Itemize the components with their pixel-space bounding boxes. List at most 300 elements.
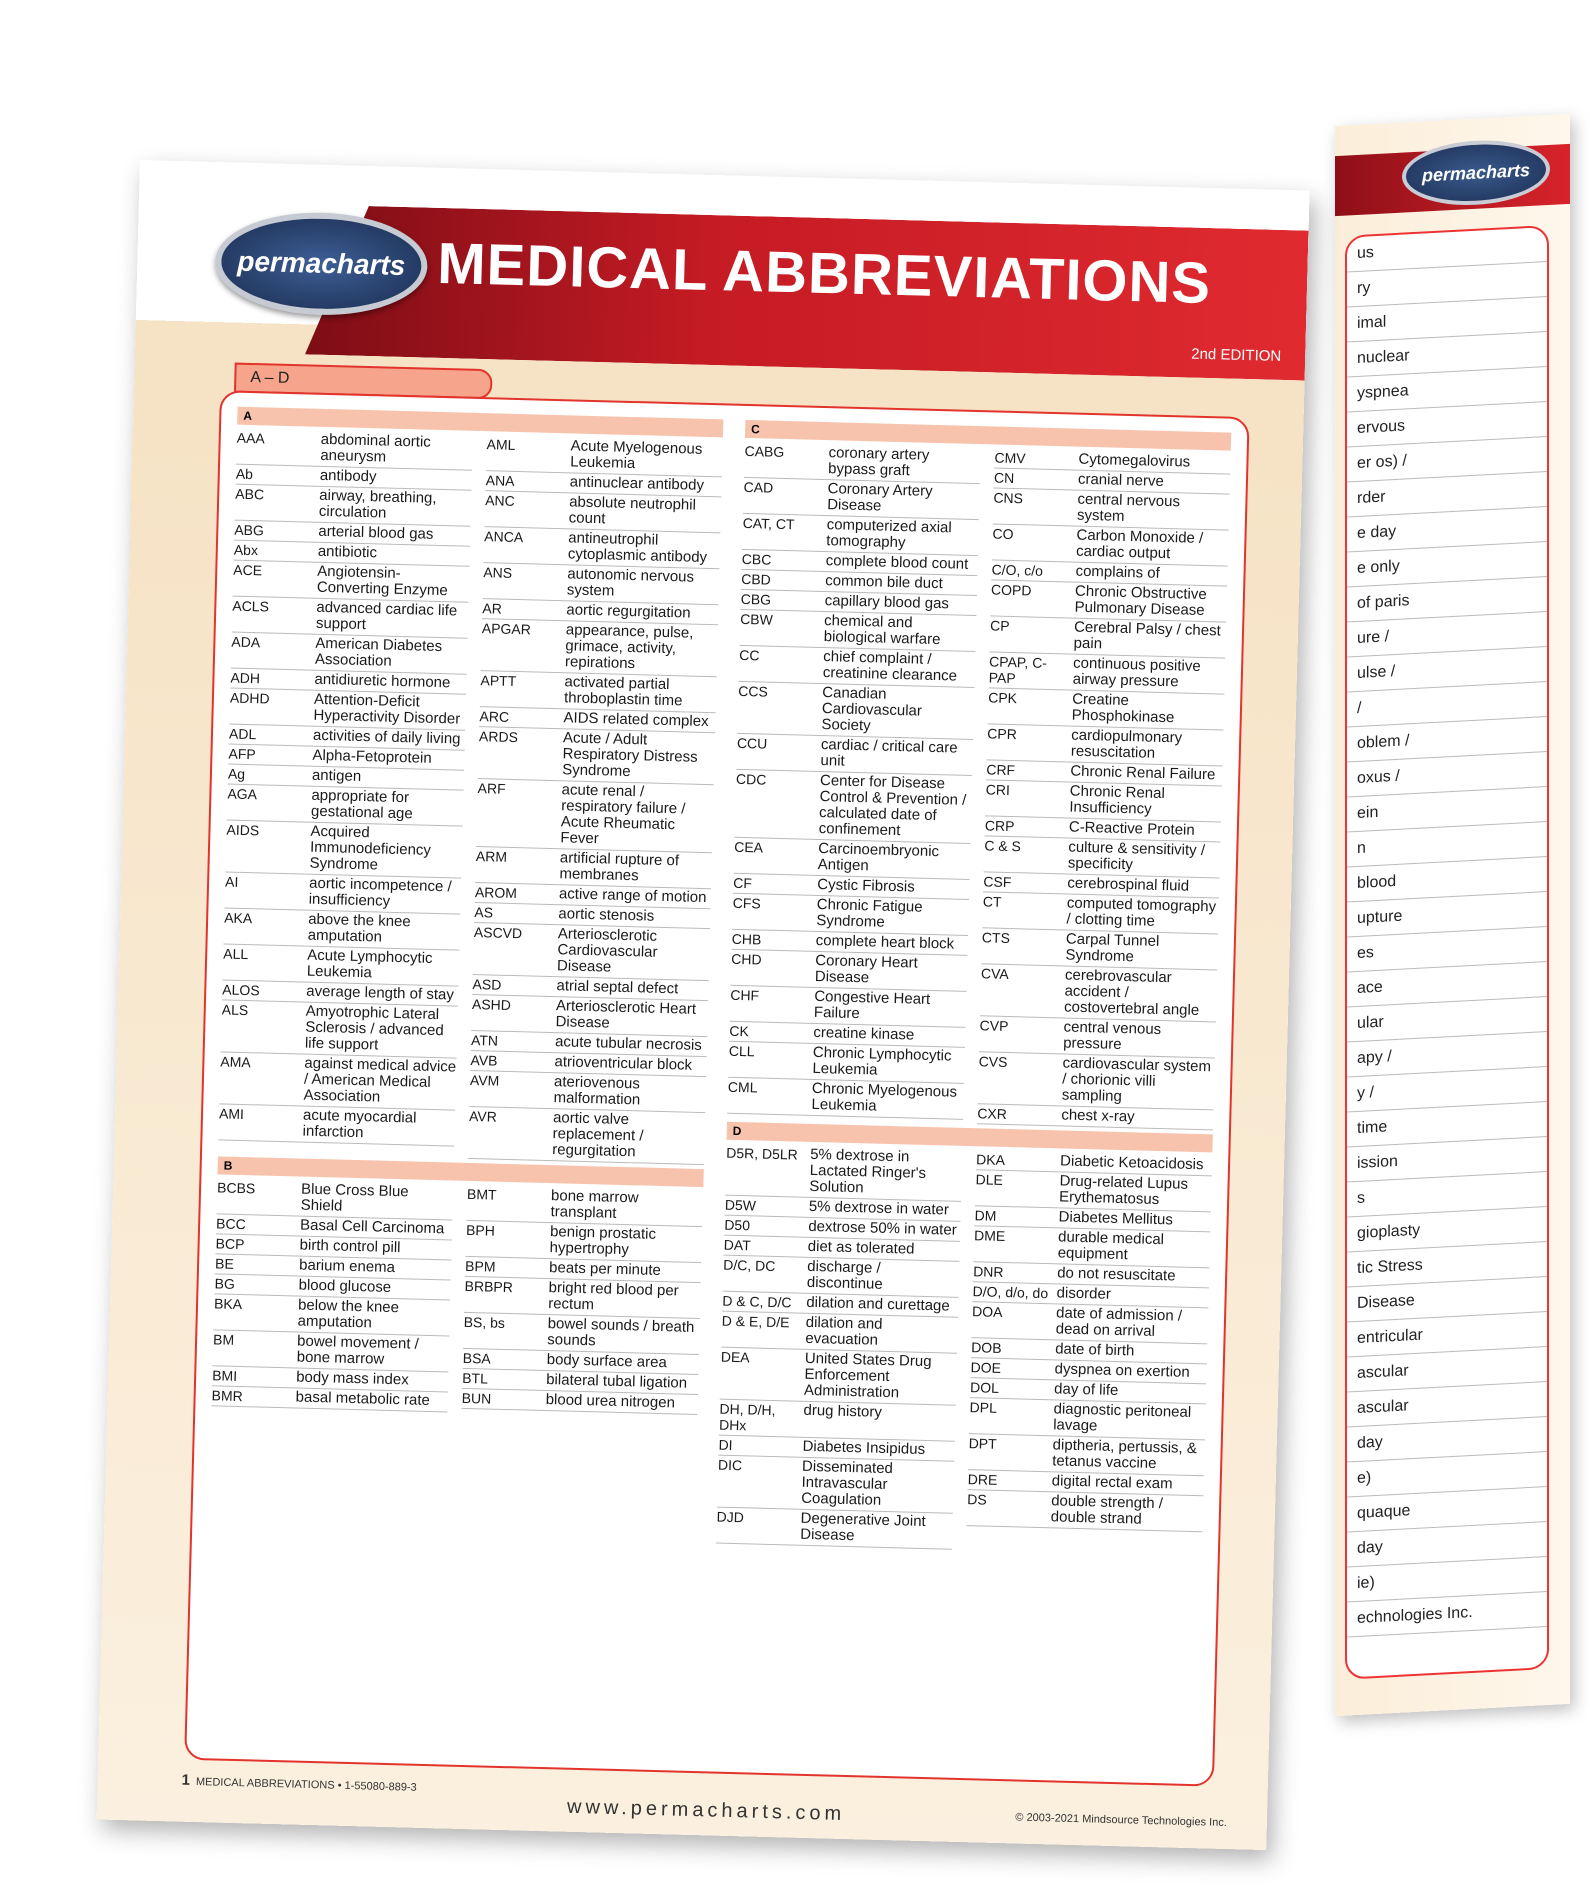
definition: AIDS related complex — [563, 709, 709, 731]
back-page-fragment: imal — [1347, 297, 1547, 342]
back-page-fragment: ie) — [1347, 1557, 1547, 1602]
definition: Acquired Immunodeficiency Syndrome — [309, 822, 432, 874]
abbreviation-row — [466, 1185, 703, 1227]
abbreviation-row — [737, 682, 974, 740]
definition: Cerebral Palsy / chest pain — [1073, 618, 1221, 653]
abbreviation-row — [218, 1104, 455, 1146]
definition: absolute neutrophil count — [568, 493, 697, 528]
definition: central venous pressure — [1062, 1018, 1162, 1053]
abbreviation: AVM — [469, 1071, 500, 1089]
page-title: MEDICAL ABBREVIATIONS — [436, 230, 1212, 317]
definition: day of life — [1053, 1380, 1119, 1400]
definition: Cystic Fibrosis — [817, 875, 915, 896]
abbreviation: AS — [474, 904, 494, 921]
section-b — [211, 1156, 703, 1419]
definition: Attention-Deficit Hyperactivity Disorder — [313, 690, 461, 728]
abbreviation: Ab — [235, 465, 254, 483]
abbreviation: ALS — [221, 1001, 249, 1019]
definition: activated partial throboplastin time — [563, 673, 683, 710]
section-columns — [716, 1144, 1212, 1557]
abbreviation: BTL — [462, 1369, 489, 1387]
definition: Center for Disease Control & Prevention / calculated date of confinement — [818, 772, 967, 840]
abbreviation-row — [717, 1456, 954, 1514]
section-heading: A — [237, 407, 723, 438]
abbreviation-row — [742, 514, 979, 556]
definition: Carcinoembryonic Antigen — [817, 839, 940, 875]
back-page-fragment: rder — [1347, 472, 1547, 517]
back-panel — [1345, 225, 1549, 1680]
section-d — [716, 1122, 1213, 1557]
abbreviation-row — [716, 1508, 953, 1550]
back-page-fragment: gioplasty — [1347, 1207, 1547, 1252]
abbreviation-row — [473, 923, 710, 981]
back-page-fragment: ure / — [1347, 612, 1547, 657]
abbreviation: BS, bs — [463, 1313, 506, 1331]
definition: aortic stenosis — [558, 905, 655, 925]
abbreviation: BMR — [211, 1387, 244, 1405]
content-panel — [184, 390, 1250, 1786]
definition: capillary blood gas — [824, 592, 950, 613]
abbreviation-row — [975, 1170, 1212, 1212]
abbreviation-row — [988, 688, 1225, 730]
abbreviation-column — [966, 1150, 1212, 1556]
footer-product: MEDICAL ABBREVIATIONS • 1-55080-889-3 — [195, 1776, 417, 1794]
abbreviation: DM — [974, 1207, 997, 1224]
definition: Arteriosclerotic Cardiovascular Disease — [556, 925, 658, 976]
definition: computerized axial tomography — [826, 516, 952, 552]
definition: benign prostatic hypertrophy — [549, 1223, 657, 1259]
abbreviation: CEA — [734, 838, 764, 856]
abbreviation: BPM — [464, 1257, 496, 1275]
definition: bright red blood per rectum — [547, 1279, 679, 1314]
abbreviation-row — [721, 1312, 958, 1354]
abbreviation: BCBS — [216, 1179, 256, 1197]
abbreviation-row — [982, 892, 1219, 934]
definition: durable medical equipment — [1057, 1228, 1165, 1264]
abbreviation-row — [730, 986, 967, 1028]
definition: chief complaint / creatinine clearance — [822, 648, 958, 685]
definition: continuous positive airway pressure — [1072, 654, 1201, 691]
abbreviation-column — [211, 1178, 453, 1412]
definition: Creatine Phosphokinase — [1071, 690, 1175, 727]
abbreviation: CXR — [977, 1105, 1008, 1123]
definition: date of birth — [1054, 1340, 1135, 1360]
abbreviation: CFS — [732, 894, 761, 912]
abbreviation-row — [973, 1226, 1210, 1268]
abbreviation: ATN — [470, 1031, 499, 1049]
back-page-fragment: us — [1347, 227, 1547, 272]
range-tab: A – D — [234, 363, 493, 400]
abbreviation: BSA — [462, 1349, 491, 1367]
back-page-fragment: er os) / — [1347, 437, 1547, 482]
abbreviation: ASD — [472, 975, 502, 993]
abbreviation: DPL — [969, 1399, 998, 1416]
abbreviation: Abx — [233, 541, 259, 559]
abbreviation: D50 — [724, 1216, 751, 1234]
definition: bowel sounds / breath sounds — [547, 1315, 695, 1350]
definition: dilation and curettage — [806, 1293, 950, 1315]
definition: advanced cardiac life support — [315, 598, 458, 634]
definition: complete blood count — [825, 552, 969, 573]
abbreviation: AGA — [227, 785, 258, 803]
definition: Chronic Myelogenous Leukemia — [811, 1079, 958, 1115]
abbreviation: AR — [482, 600, 503, 617]
definition: cranial nerve — [1077, 470, 1165, 490]
abbreviation: AFP — [228, 745, 256, 763]
abbreviation-row — [736, 734, 973, 776]
definition: Coronary Heart Disease — [814, 951, 919, 987]
definition: United States Drug Enforcement Administration — [803, 1349, 932, 1402]
abbreviation: CP — [989, 617, 1010, 634]
abbreviation: CO — [992, 525, 1014, 542]
abbreviation-row — [725, 1144, 962, 1202]
definition: against medical advice / American Medical Association — [303, 1054, 457, 1106]
section-a — [218, 407, 723, 1165]
definition: Angiotensin-Converting Enzyme — [316, 562, 448, 600]
abbreviation-row — [732, 894, 969, 936]
back-page-fragment: oxus / — [1347, 752, 1547, 797]
definition: bone marrow transplant — [550, 1187, 639, 1222]
abbreviation: ARC — [479, 708, 510, 725]
abbreviation: CTS — [981, 929, 1011, 947]
abbreviation-column — [977, 448, 1231, 1130]
definition: chemical and biological warfare — [823, 612, 941, 649]
abbreviation: CCS — [738, 682, 769, 700]
definition: double strength / double strand — [1050, 1492, 1164, 1528]
permacharts-logo: permacharts — [214, 210, 429, 318]
abbreviation-row — [980, 964, 1217, 1022]
abbreviation: CPK — [988, 689, 1018, 707]
definition: Drug-related Lupus Erythematosus — [1058, 1172, 1189, 1209]
abbreviation-row — [471, 995, 708, 1037]
back-page-fragment: ission — [1347, 1137, 1547, 1182]
abbreviation-row — [468, 1107, 705, 1165]
abbreviation: ANC — [485, 492, 515, 509]
abbreviation-row — [978, 1052, 1215, 1110]
definition: date of admission / dead on arrival — [1055, 1304, 1183, 1340]
abbreviation: DLE — [975, 1171, 1004, 1188]
abbreviation: CDC — [735, 770, 767, 788]
abbreviation-column — [218, 429, 473, 1159]
abbreviation-row — [984, 836, 1221, 878]
definition: Canadian Cardiovascular Society — [821, 684, 923, 735]
back-page-fragment: upture — [1347, 892, 1547, 937]
definition: appearance, pulse, grimace, activity, repirations — [564, 621, 694, 673]
abbreviation: APTT — [480, 672, 517, 690]
abbreviation: ARM — [475, 848, 508, 865]
back-page-fragment: tic Stress — [1347, 1242, 1547, 1287]
definition: complains of — [1075, 562, 1160, 582]
abbreviation: ARDS — [478, 728, 519, 746]
abbreviation: ADH — [230, 669, 261, 687]
back-page-fragment: / — [1347, 682, 1547, 727]
abbreviation: CPAP, C-PAP — [988, 653, 1048, 687]
definition: coronary artery bypass graft — [827, 444, 930, 480]
abbreviation: CF — [733, 874, 753, 892]
definition: airway, breathing, circulation — [318, 486, 437, 522]
abbreviation: AMI — [218, 1105, 245, 1123]
definition: common bile duct — [825, 572, 943, 593]
abbreviation: CSF — [983, 873, 1012, 891]
abbreviation-row — [463, 1313, 700, 1355]
section-heading: C — [745, 420, 1231, 451]
definition: Basal Cell Carcinoma — [299, 1216, 445, 1238]
abbreviation-row — [485, 491, 722, 533]
definition: Amyotrophic Lateral Sclerosis / advanced life support — [304, 1002, 444, 1054]
abbreviation: DRE — [967, 1471, 998, 1488]
abbreviation: DH, D/H, DHx — [718, 1400, 776, 1434]
abbreviation-row — [985, 780, 1222, 822]
abbreviation: CLL — [728, 1042, 755, 1060]
abbreviation: AAA — [236, 429, 265, 447]
definition: Acute / Adult Respiratory Distress Syndrome — [561, 729, 698, 781]
website-url: www.permacharts.com — [566, 1795, 846, 1826]
abbreviation: BKA — [213, 1295, 243, 1313]
definition: barium enema — [298, 1256, 396, 1277]
abbreviation: CAD — [743, 478, 774, 496]
definition: diet as tolerated — [807, 1237, 915, 1258]
back-page-fragment: of paris — [1347, 577, 1547, 622]
abbreviation: CABG — [744, 442, 785, 460]
abbreviation: BE — [214, 1255, 235, 1272]
abbreviation: CVP — [979, 1017, 1009, 1035]
abbreviation: BMT — [466, 1185, 497, 1203]
abbreviation-row — [728, 1042, 965, 1084]
definition: appropriate for gestational age — [310, 786, 413, 823]
definition: abdominal aortic aneurysm — [320, 430, 431, 466]
definition: complete heart block — [815, 931, 955, 953]
definition: 5% dextrose in water — [808, 1197, 950, 1219]
abbreviation-row — [219, 1052, 456, 1110]
back-page-fragment: day — [1347, 1417, 1547, 1462]
abbreviation: ADL — [228, 725, 257, 743]
definition: body mass index — [295, 1368, 409, 1389]
abbreviation: AIDS — [226, 821, 260, 839]
definition: antigen — [311, 766, 362, 785]
definition: atrioventricular block — [554, 1053, 693, 1074]
abbreviation-row — [969, 1398, 1206, 1440]
abbreviation-row — [739, 646, 976, 688]
section-columns — [727, 442, 1231, 1130]
abbreviation-row — [224, 872, 461, 914]
abbreviation: DKA — [975, 1151, 1006, 1168]
abbreviation-row — [743, 478, 980, 520]
abbreviation-row — [478, 727, 715, 785]
abbreviation-row — [979, 1016, 1216, 1058]
abbreviation: DIC — [717, 1456, 743, 1474]
abbreviation: D & E, D/E — [721, 1312, 790, 1331]
abbreviation: Ag — [227, 765, 246, 782]
back-page-fragment: apy / — [1347, 1032, 1547, 1077]
abbreviation: AKA — [223, 909, 253, 927]
abbreviation: BG — [214, 1275, 236, 1292]
definition: below the knee amputation — [297, 1296, 400, 1332]
abbreviation: CHD — [731, 950, 762, 968]
edition-label: 2nd EDITION — [1191, 345, 1282, 365]
back-page-fragment: y / — [1347, 1067, 1547, 1112]
abbreviation-row — [971, 1302, 1208, 1344]
abbreviation: ACLS — [232, 597, 270, 615]
abbreviation: ASHD — [471, 995, 512, 1013]
abbreviation: BM — [212, 1331, 235, 1348]
back-page — [1335, 114, 1570, 1716]
abbreviation: D/C, DC — [723, 1256, 776, 1275]
definition: Arteriosclerotic Heart Disease — [555, 997, 697, 1032]
definition: American Diabetes Association — [314, 634, 443, 670]
abbreviation: ALL — [223, 945, 249, 963]
definition: Alpha-Fetoprotein — [312, 746, 432, 767]
definition: cardiovascular system / chorionic villi sampling — [1061, 1054, 1212, 1106]
back-page-fragment: ervous — [1347, 402, 1547, 447]
definition: Carbon Monoxide / cardiac output — [1075, 526, 1204, 563]
abbreviation-row — [981, 928, 1218, 970]
abbreviation: BCP — [215, 1235, 245, 1253]
abbreviation-row — [464, 1277, 701, 1319]
abbreviation: DS — [967, 1491, 987, 1508]
abbreviation-column — [461, 1185, 703, 1419]
abbreviation: CBG — [740, 590, 772, 608]
abbreviation-row — [469, 1071, 706, 1113]
definition: Chronic Fatigue Syndrome — [816, 895, 923, 931]
abbreviation: AVR — [468, 1107, 498, 1125]
definition: acute renal / respiratory failure / Acute Rheumatic Fever — [560, 781, 686, 848]
back-page-fragment: nuclear — [1347, 332, 1547, 377]
section-heading: D — [727, 1122, 1213, 1153]
definition: Chronic Renal Failure — [1070, 762, 1216, 784]
abbreviation-row — [480, 671, 717, 713]
definition: Acute Lymphocytic Leukemia — [306, 946, 433, 982]
definition: Disseminated Intravascular Coagulation — [800, 1457, 894, 1509]
definition: arterial blood gas — [318, 522, 434, 543]
back-page-fragment: ular — [1347, 997, 1547, 1042]
abbreviation: ANS — [483, 564, 513, 581]
abbreviation-row — [990, 580, 1227, 622]
definition: birth control pill — [299, 1236, 401, 1257]
abbreviation: D5W — [724, 1196, 757, 1214]
abbreviation: ADA — [231, 633, 261, 651]
definition: Carpal Tunnel Syndrome — [1065, 930, 1160, 966]
definition: acute tubular necrosis — [554, 1033, 702, 1055]
definition: aortic valve replacement / regurgitation — [552, 1109, 644, 1161]
definition: Degenerative Joint Disease — [800, 1509, 926, 1545]
definition: above the knee amputation — [307, 910, 411, 946]
abbreviation: CBW — [739, 610, 774, 628]
definition: Diabetic Ketoacidosis — [1059, 1152, 1204, 1174]
abbreviation-row — [225, 820, 462, 878]
abbreviation-row — [227, 785, 464, 827]
definition: activities of daily living — [312, 726, 461, 748]
section-c — [727, 420, 1231, 1130]
abbreviation: DEA — [720, 1348, 750, 1366]
definition: Diabetes Insipidus — [802, 1437, 926, 1458]
definition: creatine kinase — [813, 1023, 915, 1044]
abbreviation: DME — [973, 1227, 1006, 1245]
abbreviation: CCU — [736, 734, 768, 752]
definition: bilateral tubal ligation — [545, 1371, 688, 1392]
abbreviation-row — [967, 1490, 1204, 1532]
abbreviation: D/O, d/o, do — [972, 1283, 1049, 1302]
definition: do not resuscitate — [1056, 1264, 1176, 1285]
definition: 5% dextrose in Lactated Ringer's Solution — [809, 1145, 927, 1197]
abbreviation: ABC — [235, 485, 265, 503]
back-page-fragment: day — [1347, 1522, 1547, 1567]
abbreviation: DOL — [969, 1379, 1000, 1396]
abbreviation: D5R, D5LR — [726, 1144, 798, 1163]
abbreviation: ACE — [233, 561, 263, 579]
definition: Chronic Lymphocytic Leukemia — [812, 1043, 952, 1079]
abbreviation-row — [993, 488, 1230, 530]
left-half — [202, 403, 723, 1761]
abbreviation-column — [727, 442, 981, 1124]
abbreviation: CBC — [741, 550, 772, 568]
definition: diptheria, pertussis, & tetanus vaccine — [1052, 1436, 1198, 1473]
back-page-fragment: ulse / — [1347, 647, 1547, 692]
abbreviation: BCC — [215, 1215, 246, 1233]
abbreviation-row — [486, 435, 723, 477]
definition: Chronic Renal Insufficiency — [1069, 782, 1166, 818]
section-columns — [211, 1178, 703, 1419]
back-page-fragment: es — [1347, 927, 1547, 972]
abbreviation: CT — [982, 893, 1002, 910]
abbreviation: ARF — [477, 780, 506, 797]
abbreviation: CHB — [731, 930, 762, 948]
definition: digital rectal exam — [1051, 1472, 1173, 1493]
abbreviation-row — [723, 1256, 960, 1298]
definition: antibody — [319, 466, 377, 486]
abbreviation-row — [731, 950, 968, 992]
back-page-fragment: ry — [1347, 262, 1547, 307]
abbreviation: ALOS — [222, 981, 260, 999]
abbreviation: BPH — [465, 1221, 496, 1239]
abbreviation-row — [968, 1434, 1205, 1476]
section-heading: B — [217, 1156, 703, 1187]
abbreviation: CNS — [993, 489, 1024, 507]
abbreviation-row — [484, 527, 721, 569]
back-page-fragment: Disease — [1347, 1277, 1547, 1322]
definition: cerebrovascular accident / costovertebral angle — [1063, 966, 1200, 1020]
definition: bowel movement / bone marrow — [296, 1332, 420, 1368]
definition: Congestive Heart Failure — [813, 987, 931, 1023]
back-page-fragment: n — [1347, 822, 1547, 867]
abbreviation-row — [229, 689, 466, 731]
definition: Blue Cross Blue Shield — [300, 1180, 409, 1215]
abbreviation-row — [233, 561, 470, 603]
back-page-fragment: time — [1347, 1102, 1547, 1147]
abbreviation: APGAR — [481, 620, 532, 638]
back-page-fragment: blood — [1347, 857, 1547, 902]
definition: cardiac / critical care unit — [820, 736, 958, 770]
definition: atrial septal defect — [556, 977, 679, 998]
definition: blood glucose — [298, 1276, 392, 1296]
abbreviation: CVA — [980, 965, 1009, 983]
back-page-fragment: s — [1347, 1172, 1547, 1217]
abbreviation-row — [987, 724, 1224, 766]
back-page-fragment: entricular — [1347, 1312, 1547, 1357]
abbreviation: ADHD — [229, 689, 270, 707]
back-page-fragment: ascular — [1347, 1347, 1547, 1392]
definition: chest x-ray — [1061, 1106, 1135, 1126]
abbreviation: CN — [993, 469, 1015, 486]
abbreviation-row — [236, 429, 473, 471]
abbreviation-row — [483, 563, 720, 605]
definition: Acute Myelogenous Leukemia — [570, 437, 703, 473]
back-page-fragment: e only — [1347, 542, 1547, 587]
abbreviation-row — [223, 908, 460, 950]
definition: computed tomography / clotting time — [1066, 894, 1217, 930]
abbreviation-row — [476, 779, 714, 853]
definition: discharge / discontinue — [806, 1257, 883, 1293]
abbreviation-row — [727, 1078, 964, 1120]
